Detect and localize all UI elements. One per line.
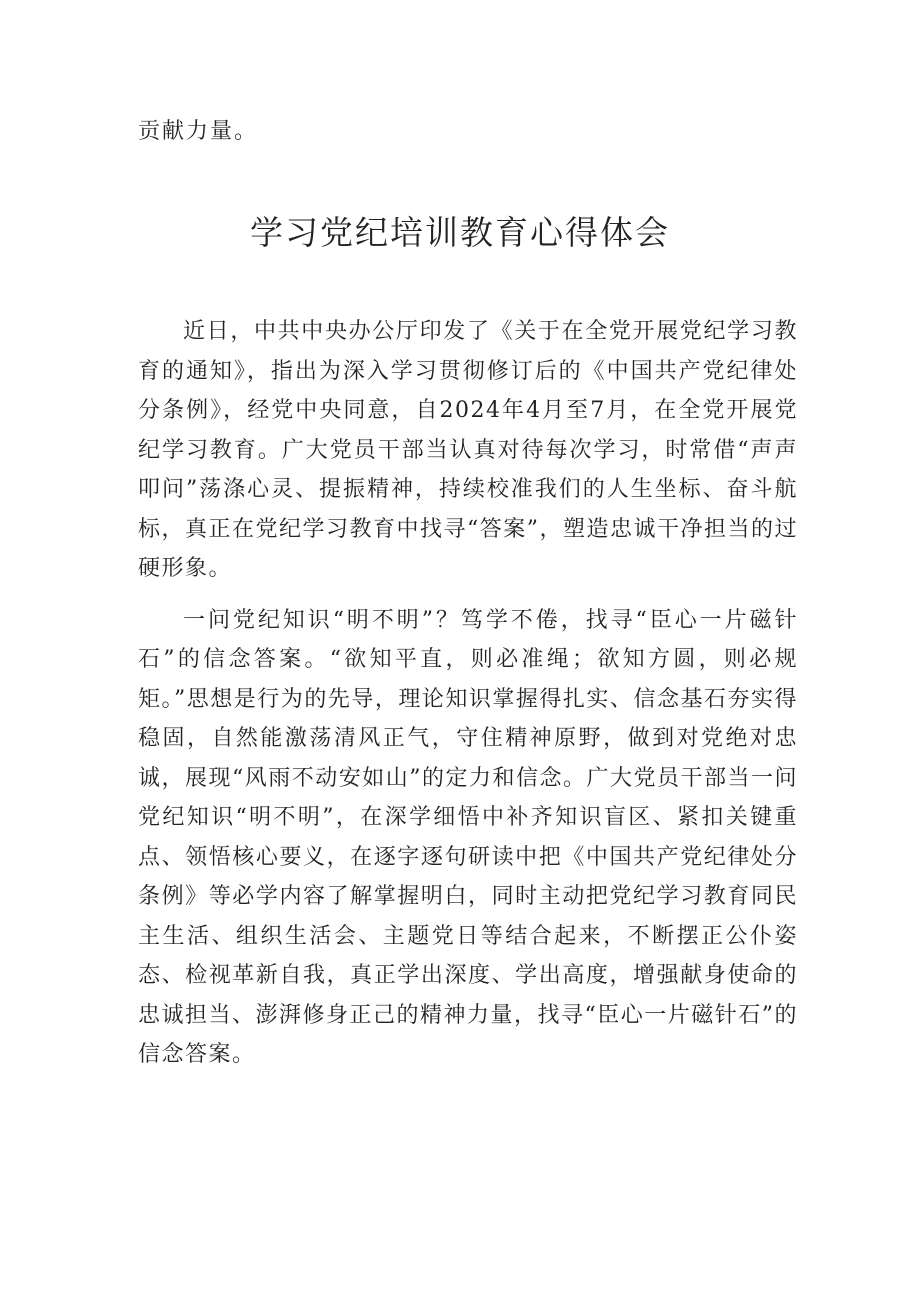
document-body: [138, 312, 798, 1075]
paragraph-first-question: 一问党纪知识“明不明”？笃学不倦，找寻“臣心一片磁针石”的信念答案。“欲知平直，则必准绳；欲知方圆，则必规矩。”思想是行为的先导，理论知识掌握得扎实、信念基石夯实得稳固，自然能激荡清风正气，守住精神原野，做到对党绝对忠诚，展现“风雨不动安如山”的定力和信念。广大党员干部当一问党纪知识“明不明”，在深学细悟中补齐知识盲区、紧扣关键重点、领悟核心要义，在逐字逐句研读中把《中国共产党纪律处分条例》等必学内容了解掌握明白，同时主动把党纪学习教育同民主生活、组织生活会、主题党日等结合起来，不断摆正公仆姿态、检视革新自我，真正学出深度、学出高度，增强献身使命的忠诚担当、澎湃修身正己的精神力量，找寻“臣心一片磁针石”的信念答案。: [138, 607, 798, 1067]
previous-page-fragment: 贡献力量。: [138, 119, 259, 144]
document-title: 学习党纪培训教育心得体会: [250, 213, 670, 252]
paragraph-intro: 近日，中共中央办公厅印发了《关于在全党开展党纪学习教育的通知》，指出为深入学习贯彻修订后的《中国共产党纪律处分条例》，经党中央同意，自2024年4月至7月，在全党开展党纪学习教育。广大党员干部当认真对待每次学习，时常借“声声叩问”荡涤心灵、提振精神，持续校准我们的人生坐标、奋斗航标，真正在党纪学习教育中找寻“答案”，塑造忠诚干净担当的过硬形象。: [138, 319, 798, 581]
